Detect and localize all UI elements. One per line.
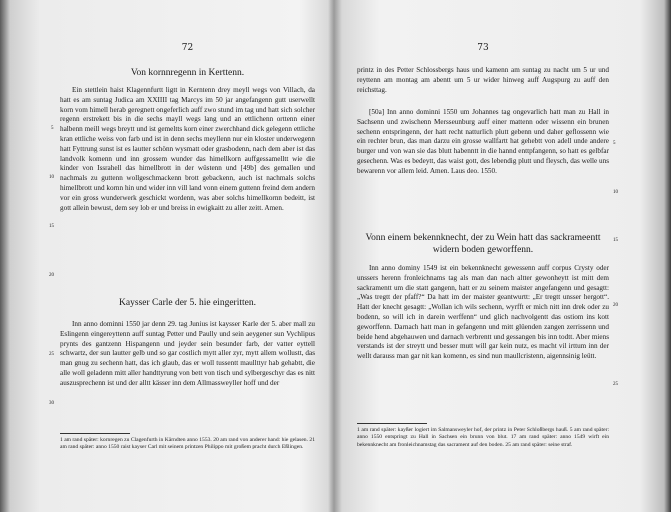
line-number: 15: [613, 238, 618, 243]
left-page: [49, 0, 315, 512]
line-number: 20: [613, 303, 618, 308]
section-heading: Kaysser Carle der 5. hie eingeritten.: [119, 298, 256, 308]
section-heading: Vonn einem bekennknecht, der zu Wein hatt das sackrameentt widern boden geworffenn.: [365, 233, 601, 255]
line-number: 25: [613, 382, 618, 387]
line-number: 10: [49, 175, 54, 180]
paragraph-text: Ein stettlein haist Klagennfurtt ligtt in Kerntenn drey meyll wegs von Villach, da hatt es am suntag Judica am XXIIII tag Marcys im 50 jar angefangenn gutt userwellt korn vom himell herab geregnett ongeferlich auff zwo stund im tag und hatt sich solcher regenn erstrekett bis in die sechs mayll wegs lang und an ettlichenn orttenn einer halbenn meill wegs breytt und ist gemeltts korn einer zwerchhand dick gelegenn ettliche kran ettliche weiss von farb und ist in denn sechs meyllenn nur ein kloster underwegenn hatt Fyttrung sunst ist es lautter schönn wysmatt oder grasbodenn, nach dem aber ist das landvolk komenn und inn grossem wunder das himellkorn auffgessamelltt wie die kinder von Issrahell das himellbrott in der wüstenn und [49b] des gemallen und nachmals zu guttenn wollgeschmackenn brott gebackenn, auch ist nachmals solchs himellbrott und kornn hin und wider inn vill land vonn einem guttenn freind dem andern vor ein gross wunderwerk geschickt wordenn, was aber solchs himellkornn bedeitt, ist gott allein bewust, dem sey lob er und breiss in ewigkaitt zu aller zeitt. Amen.: [60, 86, 315, 212]
paragraph: [357, 108, 609, 177]
footnote: 1 am rand später: kayßer logiert im Salmansweyler hof, der printz in Peter Schloßbergs hauß. 5 am rand später: anno 1550 entspringt zu Hall in Sachsen ein brunn von blut. 17 am rand später: anno 1549 wirft ein bekennknecht am fronleichnamstag das sacrament auf den boden. 25 am rand später: seine straf.: [357, 427, 609, 448]
section-heading: Von kornnregenn in Kerttenn.: [130, 68, 245, 78]
line-number: 10: [613, 190, 618, 195]
paragraph-text: [50a] Inn anno dominni 1550 um Johannes tag ongevarlich hatt man zu Hall in Sachsenn und zwischenn Mersseunburg auff einer mattenn oder wissenn ein brunen sechenn entspringenn, der hatt recht natturlich plutt gebenn und daher geflossenn wie ein rechter brun, das man darzu ein grosse wallfartt hat gehebtt von adell unde andere burger und von wan sie das blutt habenntt in die hannd enttpfangenn, so hatt es gelbfar gesechenn. Was es bedeytt, das waist gott, des lebendig plutt und fleysch, das welle uns bewarenn vor allem leid. Amen. Laus deo. 1550.: [357, 108, 609, 175]
paragraph-text: Inn anno dominni 1550 jar denn 29. tag Junius ist kaysser Karle der 5. aber mall zu Eslingenn eingereyttenn auff suntag Petter und Paully und sein aeygener sun Vychlipus prynts des gantzenn Hispangenn und jeyder sein besunder farb, der vatter eyttell schwartz, der sun lautter gelb und so gar costlich mytt aller zyr, mytt allem wollustt, das man gnug zu sechenn hatt, das ich glaub, das er woll tussentt maullttyr hab gehabtt, die alle woll geladenn mitt aller handttyrung von bett von tisch und sylbergeschyr das es nitt auszusprechenn ist und der alltt kässer inn dem Allmassweyller hoff und der: [60, 320, 315, 387]
line-number: 5: [613, 141, 616, 146]
line-number: 25: [49, 352, 54, 357]
footnote-rule: [357, 423, 427, 424]
paragraph-text: printz in des Petter Schlossbergs haus und kamenn am suntag zu nacht um 5 ur und reyttenn am montag am abentt um 5 ur wider hinweg auff Augspurg zu auff den reichsttag.: [357, 66, 609, 94]
line-number: 30: [49, 401, 54, 406]
line-number: 15: [49, 224, 54, 229]
paragraph: [60, 86, 315, 213]
page-number: 72: [181, 43, 194, 53]
right-page: [357, 0, 618, 512]
paragraph: [357, 264, 609, 362]
paragraph-text: Inn anno dominy 1549 ist ein bekennknecht gewessenn auff corpus Crysty oder unssers herenn fronleichnams tag als man dan nach altter gewonheytt ist mitt dem sackramentt um die statt gangenn, hatt er zu seinem maister angefangenn und gesagtt: „Was tregtt der pfaff?“ Da hatt im der maister geantwurtt: „Er tregtt unsser hergott“. Hatt der knecht gesagtt: „Wollan ich wils sechenn, wyrfft er mich nitt inn drek oder zu bodenn, so will ich in darein werffenn“ und glich nachvolgentt das ostiom ins kott geworffenn. Darnach hatt man in gefangenn und mitt glüenden zangen zerrissenn und beide hend abgehauwen und darnach verbrentt und gessangen bis inn todtt. Aber miens verstands ist der streytt und besser mutt will gar kein nutz, es macht vil irttum inn der wellt darauss man gar nit kan komenn, es sind nun maullcristenn, aigennsinig leütt.: [357, 264, 609, 361]
line-number: 20: [49, 273, 54, 278]
paragraph: [357, 66, 609, 95]
line-number: 5: [51, 126, 54, 131]
page-number: 73: [477, 43, 489, 53]
paragraph: [60, 320, 315, 389]
footnote-rule: [60, 433, 130, 434]
footnote: 1 am rand später: kornregen zu Clagenfurth in Kärndten anno 1553. 20 am rand von anderer hand: hie gelasen. 21 am rand später: anno 1550 raist kayser Carl mit seinem printzen Philippo mit großem pracht durch Eßlingen.: [60, 437, 315, 451]
